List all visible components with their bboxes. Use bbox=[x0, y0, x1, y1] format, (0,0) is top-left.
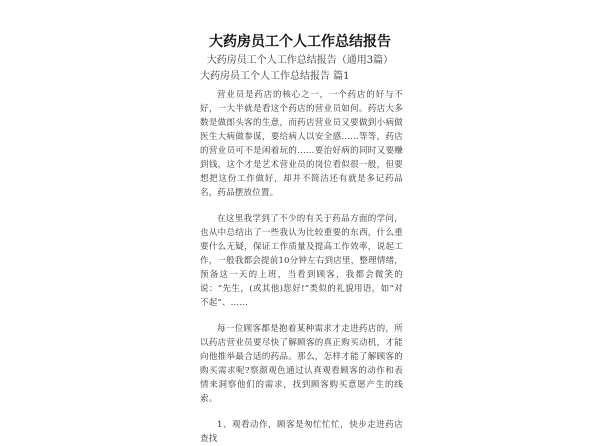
document-subtitle: 大药房员工个人工作总结报告（通用3篇） bbox=[206, 55, 394, 66]
paragraph: 在这里我学到了不少的有关于药品方面的学问，也从中总结出了一些我认为比较重要的东西，什么重要什么无疑，保证工作质量及提高工作效率，说起工作，一般我都会提前10分钟左右到店里，整理情绪，预备这一天的上班，当看到顾客，我都会微笑的说：“先生，(或其他)您好!”类似的礼貌用语，如“对不起”、…… bbox=[200, 214, 403, 308]
section-heading: 大药房员工个人工作总结报告 篇1 bbox=[200, 71, 350, 82]
paragraph: 每一位顾客都是抱着某种需求才走进药店的，所以药店营业员要尽快了解顾客的真正购买动机，才能向他推举最合适的药品。那么，怎样才能了解顾客的购买需求呢?察颜观色通过认真观看顾客的动作和表情来洞察他们的需求，找到顾客购买意愿产生的线索。 bbox=[200, 324, 403, 404]
document-title: 大药房员工个人工作总结报告 bbox=[209, 34, 391, 50]
list-item: 1、观看动作，顾客是匆忙忙忙，快步走进药店查找 bbox=[200, 420, 403, 444]
paragraph: 营业员是药店的核心之一，一个药店的好与不好，一大半就是看这个药店的营业员如何。药店大多数是做郎头客的生意，而药店营业员又要做到小病做医生大病做参谋，要给病人以安全感……等等，药店的营业员可不是闲着玩的……要治好病的同时又要赚到钱，这个才是艺术营业员的岗位看似很一般，但要想把这份工作做好，却并不简洁还有就是多记药品名，药品摆放位置。 bbox=[200, 90, 403, 198]
document-body bbox=[200, 88, 403, 446]
